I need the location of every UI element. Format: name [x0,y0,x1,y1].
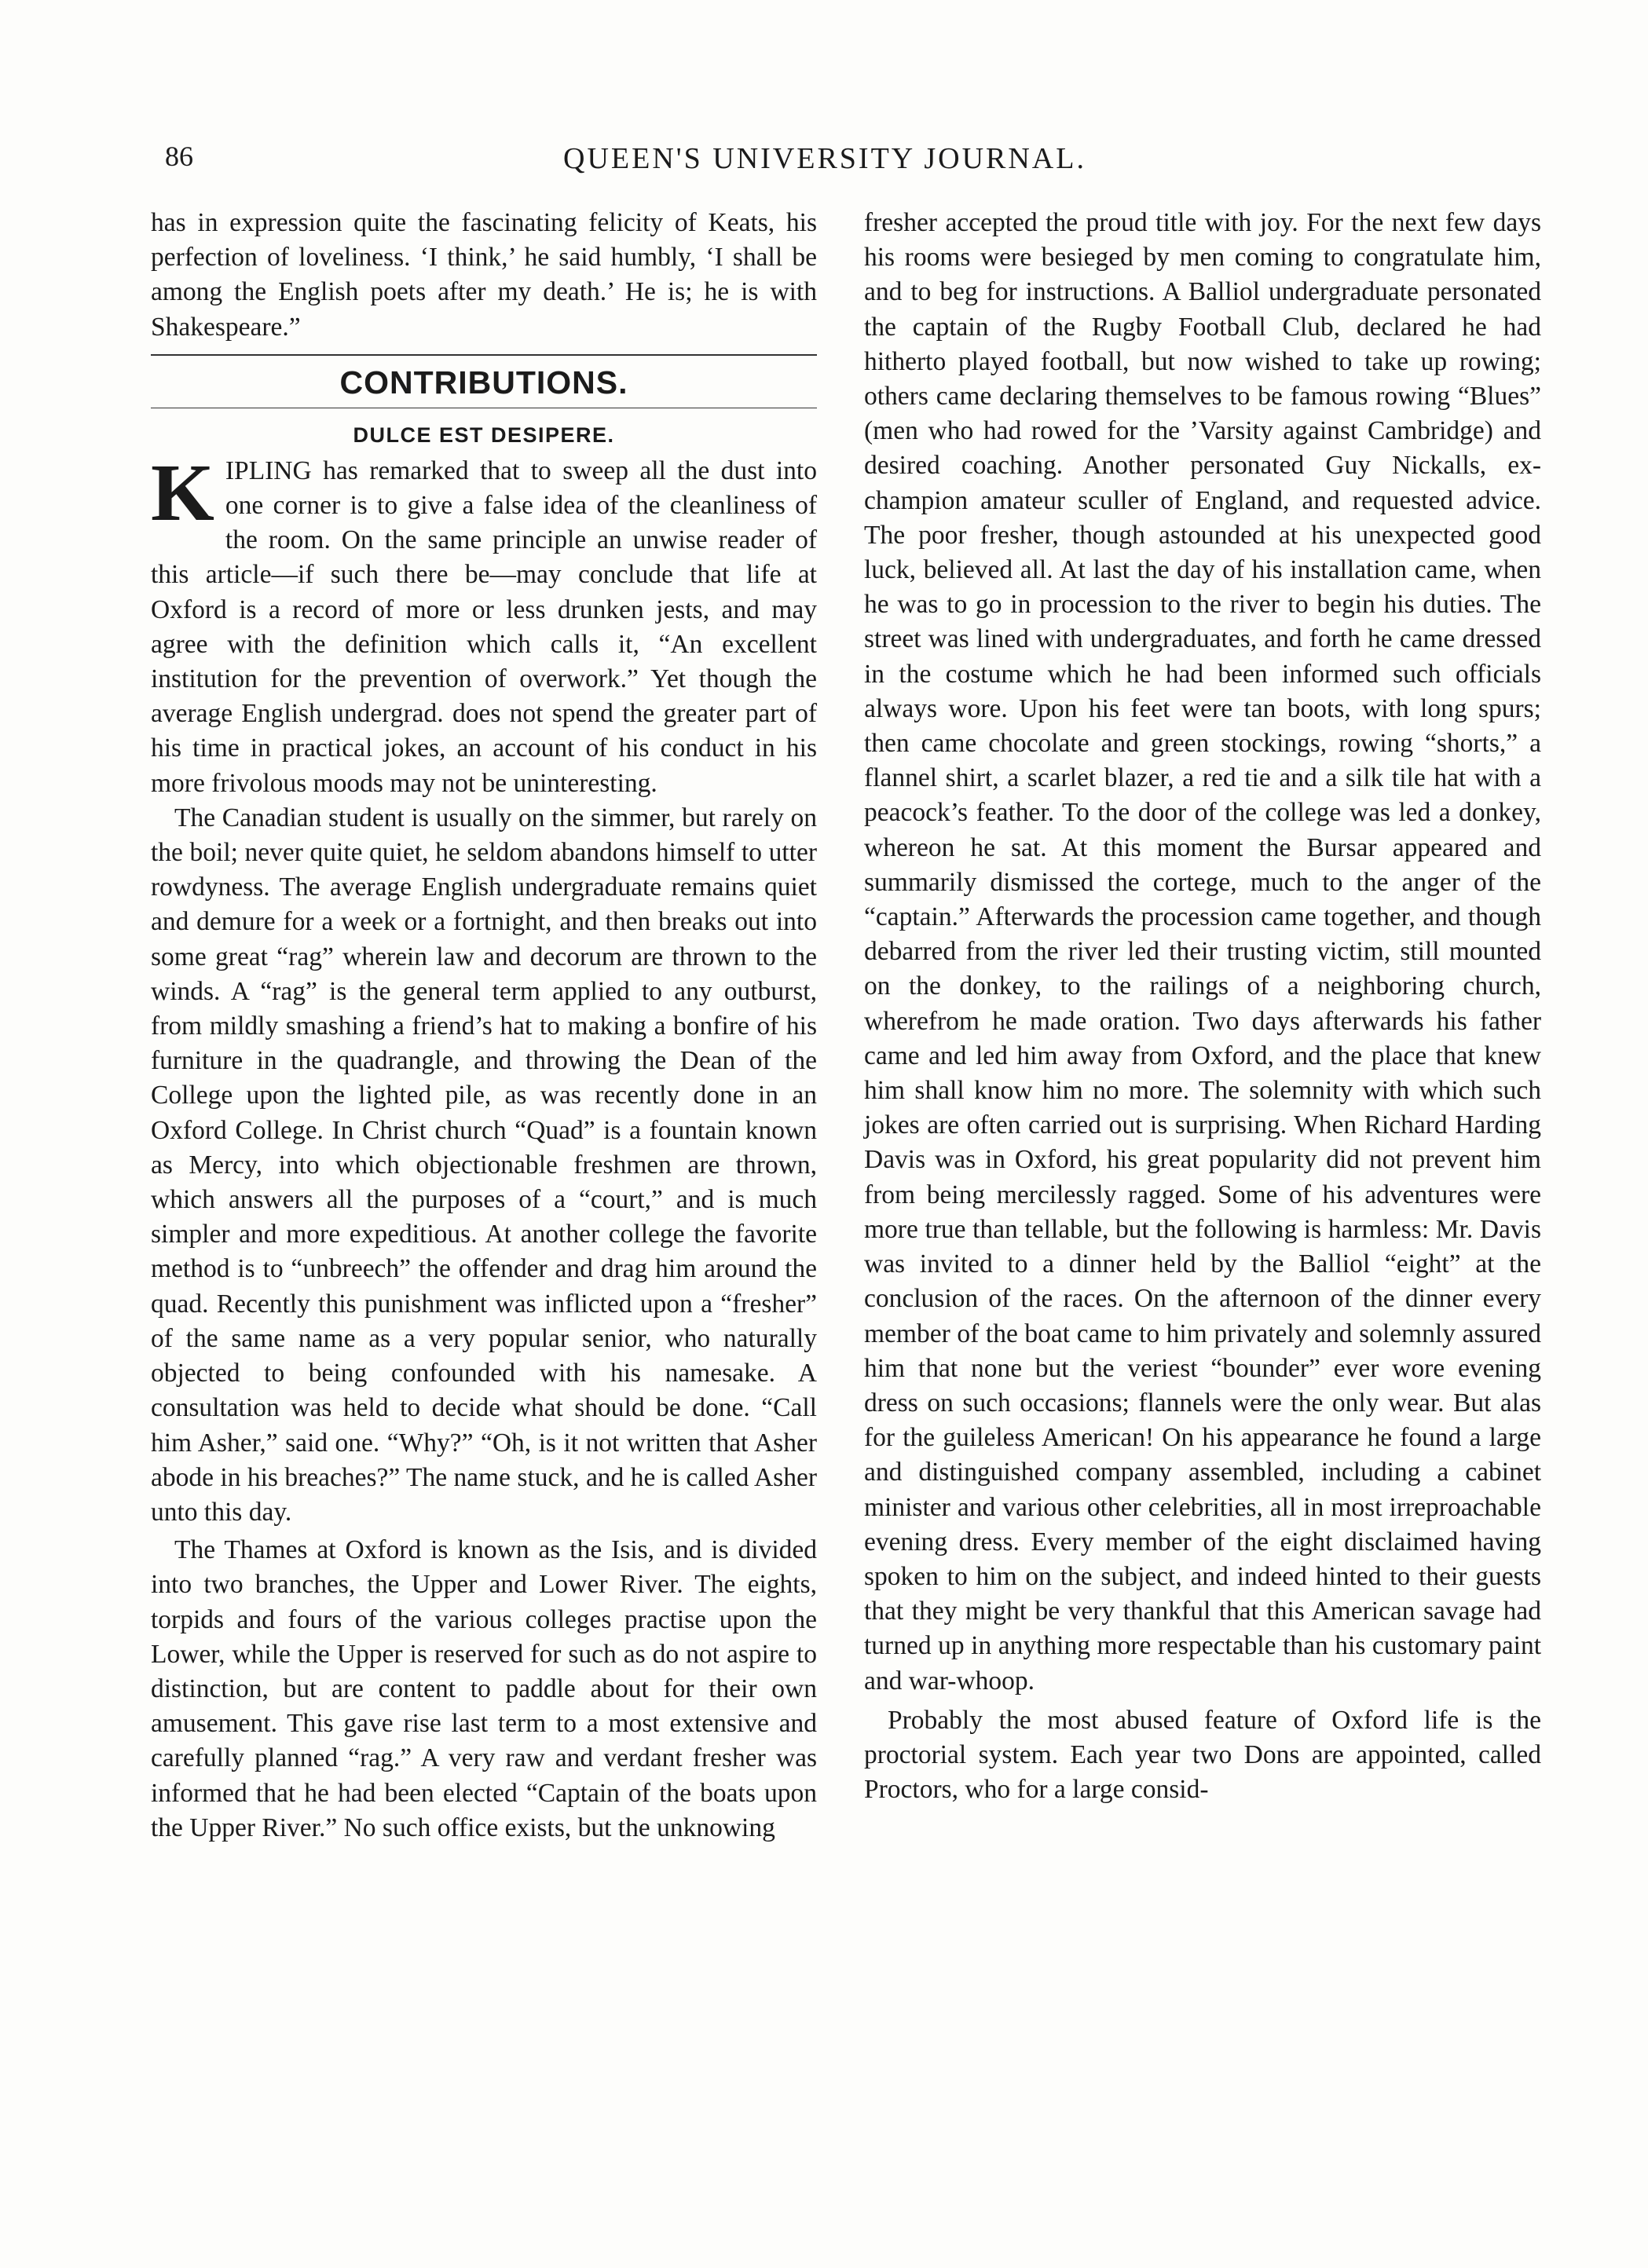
section-title: CONTRIBUTIONS. [339,364,628,401]
right-column [864,206,1541,1807]
section-rule-top [151,354,817,356]
page-header [0,140,1648,187]
page-number: 86 [165,141,193,172]
article-paragraph-1 [151,447,817,801]
left-column [151,206,817,1845]
article-paragraph-3: The Thames at Oxford is known as the Isis, and is divided into two branches, the Upper and Lower River. The eights, torpids and fours of the various colleges practise upon the Lower, while the Upper is reserved for such as do not aspire to distinction, but are content to paddle about for their own amusement. This gave rise last term to a most extensive and carefully planned “rag.” A very raw and verdant fresher was informed that he had been elected “Captain of the boats upon the Upper River.” No such office exists, but the unknowing [151,1535,817,1842]
journal-title: QUEEN'S UNIVERSITY JOURNAL. [563,142,1086,175]
drop-cap: K [151,447,214,538]
article-paragraph-5: Probably the most abused feature of Oxford life is the proctorial system. Each year two Dons are appointed, called Proctors, who for a large consid- [864,1705,1541,1805]
article-paragraph-1-text: IPLING has remarked that to sweep all the dust into one corner is to give a false idea of the cleanliness of the room. On the same principle an unwise reader of this article—if such there be—may conclude that life at Oxford is a record of more or less drunken jests, and may agree with the definition which calls it, “An excellent institution for the prevention of overwork.” Yet though the average English undergrad. does not spend the greater part of his time in practical jokes, an account of his conduct in his more frivolous moods may not be uninteresting. [151,455,817,798]
article-paragraph-4: fresher accepted the proud title with joy. For the next few days his rooms were besieged by men coming to congratulate him, and to beg for instructions. A Balliol undergraduate personated the captain of the Rugby Football Club, declared he had hitherto played football, but now wished to take up rowing; others came declaring themselves to be famous rowing “Blues” (men who had rowed for the ’Varsity against Cambridge) and desired coaching. Another personated Guy Nickalls, ex-champion amateur sculler of England, and requested advice. The poor fresher, though astounded at his unexpected good luck, believed all. At last the day of his installation came, when he was to go in procession to the river to begin his duties. The street was lined with undergraduates, and forth he came dressed in the costume which he had been informed such officials always wore. Upon his feet were tan boots, with long spurs; then came chocolate and green stockings, rowing “shorts,” a flannel shirt, a scarlet blazer, a red tie and a silk tile hat with a peacock’s feather. To the door of the college was led a donkey, whereon he sat. At this moment the Bursar appeared and summarily dismissed the cortege, much to the anger of the “captain.” Afterwards the procession came together, and though debarred from the river led their trusting victim, still mounted on the donkey, to the railings of a neighboring church, wherefrom he made oration. Two days afterwards his father came and led him away from Oxford, and the place that knew him shall know him no more. The solemnity with which such jokes are often carried out is surprising. When Richard Harding Davis was in Oxford, his great popularity did not prevent him from being mercilessly ragged. Some of his adventures were more true than tellable, but the following is harmless: Mr. Davis was invited to a dinner held by the Balliol “eight” at the conclusion of the races. On the afternoon of the dinner every member of the boat came to him privately and solemnly assured him that none but the veriest “bounder” ever wore evening dress on such occasions; flannels were the only wear. But alas for the guileless American! On his appearance he found a large and distinguished company assembled, including a cabinet minister and various other celebrities, all in most irreproachable evening dress. Every member of the eight disclaimed having spoken to him on the subject, and indeed hinted to their guests that they might be very thankful that this American savage had turned up in anything more respectable than his customary paint and war-whoop. [864,208,1541,1696]
continued-paragraph: has in expression quite the fascinating felicity of Keats, his perfection of loveliness. ‘I think,’ he said humbly, ‘I shall be among the English poets after my death.’ He is; he is with Shakespeare.” [151,208,817,342]
article-paragraph-2: The Canadian student is usually on the simmer, but rarely on the boil; never quite quiet, he seldom abandons himself to utter rowdyness. The average English undergraduate remains quiet and demure for a week or a fortnight, and then breaks out into some great “rag” wherein law and decorum are thrown to the winds. A “rag” is the general term applied to any outburst, from mildly smashing a friend’s hat to making a bonfire of his furniture in the quadrangle, and throwing the Dean of the College upon the lighted pile, as was recently done in an Oxford College. In Christ church “Quad” is a fountain known as Mercy, into which objectionable freshmen are thrown, which answers all the purposes of a “court,” and is much simpler and more expeditious. At another college the favorite method is to “unbreech” the offender and drag him around the quad. Recently this punishment was inflicted upon a “fresher” of the same name as a very popular senior, who naturally objected to being confounded with his namesake. A consultation was held to decide what should be done. “Call him Asher,” said one. “Why?” “Oh, is it not written that Asher abode in his breaches?” The name stuck, and he is called Asher unto this day. [151,803,817,1527]
article-title: DULCE EST DESIPERE. [353,423,615,447]
